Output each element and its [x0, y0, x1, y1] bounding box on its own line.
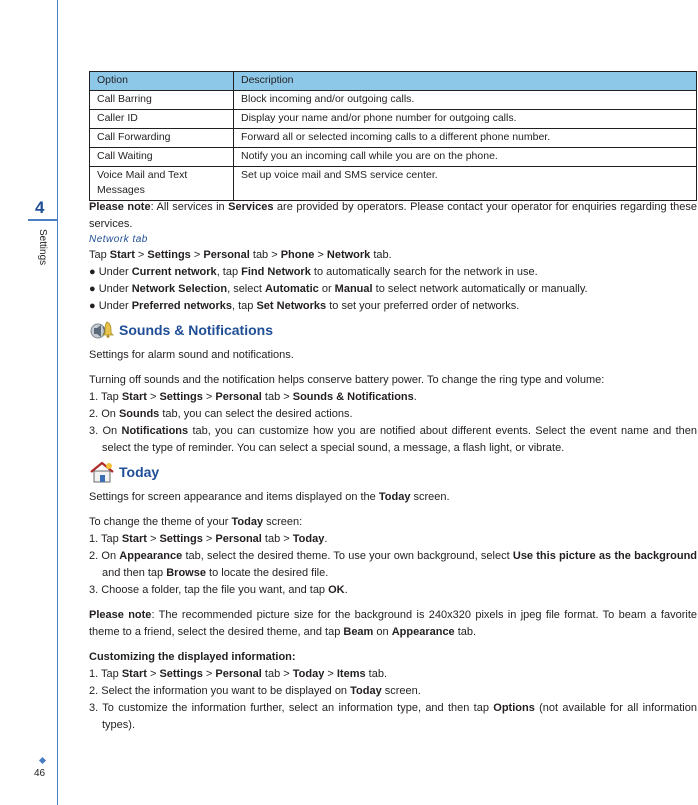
table-row [90, 110, 697, 129]
table-header-row [90, 72, 697, 91]
list-item: ● Under Preferred networks, tap Set Networks to set your preferred order of networks. [89, 300, 520, 312]
theme-steps [89, 531, 697, 599]
table-cell: Forward all or selected incoming calls to a different phone number. [234, 129, 697, 148]
table-cell: Call Barring [90, 91, 234, 110]
chapter-divider [28, 219, 58, 221]
table-cell: Set up voice mail and SMS service center. [234, 167, 697, 201]
table-cell: Block incoming and/or outgoing calls. [234, 91, 697, 110]
page-content [89, 199, 697, 734]
services-note: Please note: All services in Services are provided by operators. Please contact your operator for enquiries regarding these services. [89, 201, 697, 230]
table-row [90, 167, 697, 201]
chapter-label: Settings [37, 229, 48, 266]
table-row [90, 148, 697, 167]
table-cell: Voice Mail and Text Messages [90, 167, 234, 201]
list-item: 1. Tap Start > Settings > Personal tab > Today > Items tab. [89, 668, 388, 680]
network-tab-heading: Network tab [89, 234, 148, 245]
sounds-section-heading [89, 316, 697, 344]
page-number: 46 [34, 768, 46, 779]
margin-rule [57, 0, 58, 805]
today-title: Today [119, 464, 160, 480]
sounds-lead: Turning off sounds and the notification helps conserve battery power. To change the ring type and volume: [89, 374, 605, 386]
background-note: Please note: The recommended picture size for the background is 240x320 pixels in jpeg file format. To beam a favorite theme to a friend, select the desired theme, and tap Beam on Appearance tab. [89, 609, 697, 638]
sounds-title: Sounds & Notifications [119, 322, 273, 338]
list-item: 3. Choose a folder, tap the file you want, and tap OK. [89, 584, 348, 596]
customize-heading: Customizing the displayed information: [89, 651, 296, 663]
table-cell: Display your name and/or phone number for outgoing calls. [234, 110, 697, 129]
sounds-steps [89, 389, 697, 457]
list-item: 2. On Sounds tab, you can select the desired actions. [89, 408, 353, 420]
customize-steps [89, 666, 697, 734]
list-item: 1. Tap Start > Settings > Personal tab > Today. [89, 533, 328, 545]
table-cell: Notify you an incoming call while you are on the phone. [234, 148, 697, 167]
table-cell: Call Waiting [90, 148, 234, 167]
speaker-bell-icon [89, 318, 115, 342]
table-header: Description [234, 72, 697, 91]
network-options-list [89, 264, 697, 315]
table-row [90, 129, 697, 148]
today-section-heading [89, 458, 697, 486]
home-icon [89, 460, 115, 484]
today-intro: Settings for screen appearance and items displayed on the Today screen. [89, 491, 450, 503]
list-item: 3. On Notifications tab, you can customize how you are notified about different events. Select the event name and then select the type of reminder. You can select a special sound, a message, a flash light, or vibrate. [89, 425, 697, 454]
list-item: 3. To customize the information further, select an information type, and then tap Options (not available for all information types). [89, 702, 697, 731]
list-item: 2. On Appearance tab, select the desired theme. To use your own background, select Use this picture as the background and then tap Browse to locate the desired file. [89, 550, 698, 579]
table-row [90, 91, 697, 110]
table-cell: Call Forwarding [90, 129, 234, 148]
theme-lead: To change the theme of your Today screen: [89, 516, 303, 528]
options-table [89, 71, 697, 201]
sounds-intro: Settings for alarm sound and notifications. [89, 349, 294, 361]
network-path: Tap Start > Settings > Personal tab > Phone > Network tab. [89, 249, 392, 261]
list-item: 2. Select the information you want to be displayed on Today screen. [89, 685, 421, 697]
list-item: ● Under Current network, tap Find Network to automatically search for the network in use. [89, 266, 538, 278]
list-item: ● Under Network Selection, select Automatic or Manual to select network automatically or manually. [89, 283, 588, 295]
table-cell: Caller ID [90, 110, 234, 129]
page-diamond-icon [39, 757, 46, 764]
list-item: 1. Tap Start > Settings > Personal tab > Sounds & Notifications. [89, 391, 417, 403]
chapter-number: 4 [35, 198, 45, 217]
table-header: Option [90, 72, 234, 91]
